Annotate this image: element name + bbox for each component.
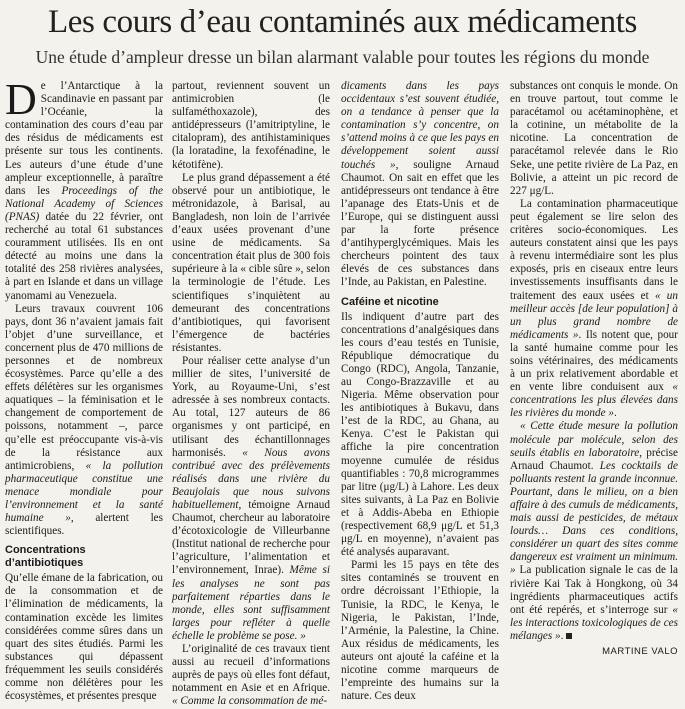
paragraph: partout, reviennent souvent un antimicrobien (le sulfaméthoxazole), des antidépresseurs (l’amitriptyline, le citalopram), des antihistaminiques (la loratadine, la fexofénadine, le kétotifène). xyxy=(172,80,330,171)
text-run: datée du 22 février, ont recherché au total 61 substances couramment utilisées. Ils en ont détecté au moins une dans la totalité des 258 rivières analysées, à part en Islande et dans un village yanomami au Venezuela. xyxy=(5,210,163,302)
text-run: Leurs travaux couvrent 106 pays, dont 36 n’avaient jamais fait l’objet d’une surveillance, et concernent plus de 470 millions de personnes et de nombreux écosystèmes. Parce qu’elle a des effets délétères sur les organismes aquatiques – la féminisation et le changement de comportement de poissons, notamment –, parce qu’elle est préoccupante vis-à-vis de la résistance aux antimicrobiens, xyxy=(5,302,163,472)
quote: « la pollution pharmaceutique constitue une menace mondiale pour l’environnement et la santé humaine » xyxy=(5,459,163,525)
text-run: , alertent les scientifiques. xyxy=(5,512,163,538)
quote: Même si les analyses ne sont pas parfaitement réparties dans le monde, elles sont suffisamment larges pour refléter à quelle échelle le problème se pose. » xyxy=(172,564,330,642)
text-run: . xyxy=(560,629,564,642)
quote: dicaments dans les pays occidentaux s’est souvent étudiée, on a tendance à penser que la contamination s’y concentre, on s’attend moins à ce que les pays en développement soient aussi touchés » xyxy=(341,80,499,171)
text-run: e l’Antarctique à la Scandinavie en passant par l’Océanie, la contamination des cours d’eau par des résidus de médicaments est présente sur tous les continents. Les auteurs d’une étude d’une ampleur exceptionnelle, à paraître dans les xyxy=(5,80,163,197)
subheadline: Une étude d’ampleur dresse un bilan alarmant valable pour toutes les régions du monde xyxy=(35,47,650,67)
paragraph xyxy=(510,420,678,643)
dropcap: D xyxy=(5,75,37,124)
quote: « concentrations les plus élevées dans les rivières du monde » xyxy=(510,381,678,420)
quote: Les cocktails de polluants restent la grande inconnue. Pourtant, dans le milieu, on a bien affaire à des cumuls de médicaments, mais aussi de pesticides, de métaux lourds… Dans ces conditions, considérer un quart des sites comme dangereux est vraiment un minimum. » xyxy=(510,459,678,577)
paragraph: Parmi les 15 pays en tête des sites contaminés se trouvent en ordre décroissant l’Ethiopie, la Tunisie, la RDC, le Kenya, le Nigeria, le Pakistan, l’Inde, l’Arménie, la Palestine, la Chine. Aux résidus de médicaments, les auteurs ont ajouté la caféine et la nicotine comme marqueurs de l’empreinte des humains sur la nature. Ces deux xyxy=(341,559,499,703)
quote: « un meilleur accès [de leur population] à un plus grand nombre de médicaments » xyxy=(510,289,678,341)
byline: MARTINE VALO xyxy=(602,646,678,658)
quote: « les interactions toxicologiques de ces mélanges » xyxy=(510,603,678,642)
text-run: , souligne Arnaud Chaumot. On sait en effet que les antidépresseurs ont tendance à être l’apanage des Etats-Unis et de l’Europe, qui se distinguent aussi par la forte présence d’antihyperglycémiques. Mais les chercheurs pointent des taux élevés de ces substances dans l’Inde, au Pakistan, en Palestine. xyxy=(341,158,499,289)
quote: « Cette étude mesure la pollution molécule par molécule, selon des seuils établis en laboratoire xyxy=(510,420,678,459)
paragraph xyxy=(172,355,330,643)
paragraph: Qu’elle émane de la fabrication, ou de la consommation et de l’élimination de médicaments, la contamination excède les limites considérées comme sûres dans un quart des sites étudiés. Parmi les substances qui dépassent fréquemment les seuils considérés comme non délétères pour les écosystèmes, et présentes presque xyxy=(5,572,163,703)
text-run: La publication signale le cas de la rivière Kai Tak à Hongkong, où 34 ingrédients pharmaceutiques actifs ont été repérés, et s’interroge sur xyxy=(510,564,678,616)
paragraph: substances ont conquis le monde. On en trouve partout, tout comme le paracétamol ou acétaminophène, et la cotinine, un métabolite de la nicotine. La concentration de paracétamol relevée dans le Rio Seke, une petite rivière de La Paz, en Bolivie, a atteint un pic record de 227 μg/L. xyxy=(510,80,678,197)
quote: « Nous avons contribué avec des prélèvements réalisés dans une rivière du Beaujolais que nous suivons habituellement xyxy=(172,446,330,511)
paragraph xyxy=(5,303,163,539)
text-run: . Ils notent que, pour la santé humaine comme pour les soins vétérinaires, des médicaments à un prix relativement abordable et en vente libre conduisent aux xyxy=(510,328,678,394)
text-run: La contamination pharmaceutique peut également se lire selon des critères socio-économiques. Les auteurs constatent ainsi que les pays à revenu intermédiaire sont les plus exposés, pris en ciseaux entre leurs investissements insuffisants dans le traitement des eaux usées et xyxy=(510,197,678,302)
article-column-2 xyxy=(172,80,330,708)
paragraph: Ils indiquent d’autre part des concentrations d’analgésiques dans les cours d’eau testés en Tunisie, République démocratique du Congo (RDC), Angola, Tanzanie, au Congo-Brazzaville et au Nigeria. Même observation pour les antibiotiques à Bukavu, dans l’est de la RDC, au Ghana, au Kenya. C’est le Pakistan qui affiche la pire concentration moyenne cumulée de résidus quantifiables : 70,8 microgrammes par litre (μg/L) à Lahore. Les deux sites suivants, à La Paz en Bolivie et à Addis-Abeba en Ethiopie (respectivement 68,9 μg/L et 51,3 μg/L en moyenne), n’avaient pas été analysés auparavant. xyxy=(341,310,499,559)
paragraph xyxy=(510,198,678,421)
article-column-1 xyxy=(5,75,163,703)
article-column-3 xyxy=(341,80,499,703)
text-run: Pour réaliser cette analyse d’un millier de sites, l’université de York, au Royaume-Uni, s’est adressée à ses nombreux contacts. Au total, 127 auteurs de 86 organismes y ont participé, en utilisant des échantillonnages harmonisés. xyxy=(172,354,330,459)
paragraph: Le plus grand dépassement a été observé pour un antibiotique, le métronidazole, à Barisal, au Bangladesh, non loin de l’arrivée d’eaux usées provenant d’une usine de médicaments. Sa concentration était plus de 300 fois supérieure à la « cible sûre », selon la terminologie de l’étude. Les scientifiques s’inquiètent au demeurant des concentrations d’antibiotiques, qui favorisent l’émergence de bactéries résistantes. xyxy=(172,171,330,354)
text-run: L’originalité de ces travaux tient aussi au recueil d’informations auprès de pays où elles font défaut, notamment en Asie et en Afrique. xyxy=(172,643,330,695)
paragraph xyxy=(5,75,163,303)
paragraph xyxy=(341,80,499,290)
section-subhead: Caféine et nicotine xyxy=(341,295,439,308)
text-run: , témoigne Arnaud Chaumot, chercheur au laboratoire d’écotoxicologie de Villeurbanne (Institut national de recherche pour l’agriculture, l’alimentation et l’environnement, Inrae). xyxy=(172,499,330,577)
section-subhead: Concentrations d’antibiotiques xyxy=(5,544,86,570)
paragraph xyxy=(172,643,330,708)
quote: « Comme la consommation de mé- xyxy=(172,695,328,708)
text-run: , précise Arnaud Chaumot. xyxy=(510,446,678,472)
text-run: . xyxy=(613,407,617,420)
journal-name: Proceedings of the National Academy of Sciences (PNAS) xyxy=(5,184,163,223)
end-mark-icon xyxy=(566,633,572,639)
headline: Les cours d’eau contaminés aux médicaments xyxy=(48,4,637,40)
article-column-4 xyxy=(510,80,678,658)
